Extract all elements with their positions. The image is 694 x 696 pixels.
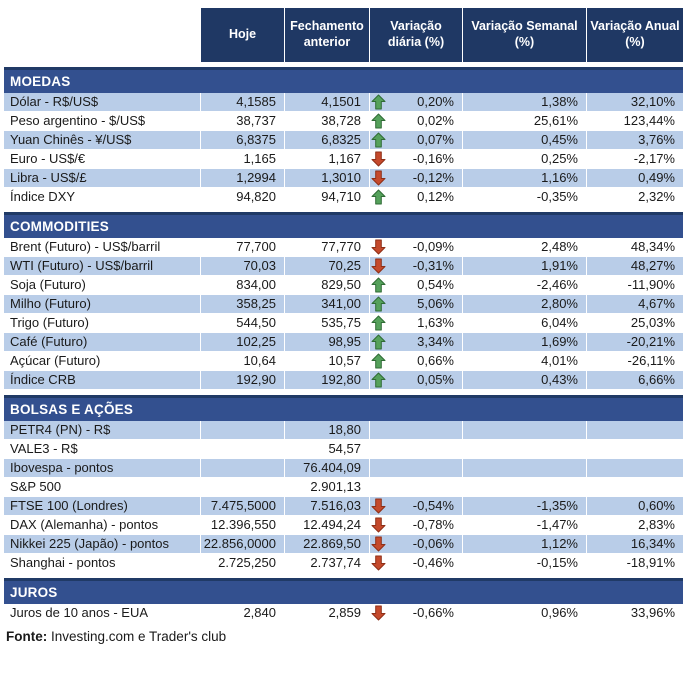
cell-variacao-semanal: 0,96%: [463, 604, 587, 623]
section-title: MOEDAS: [4, 67, 683, 93]
row-label: Açúcar (Futuro): [4, 352, 201, 371]
row-label: WTI (Futuro) - US$/barril: [4, 257, 201, 276]
cell-fechamento-anterior: 76.404,09: [285, 459, 370, 478]
cell-variacao-diaria: [370, 421, 463, 440]
cell-fechamento-anterior: 2,859: [285, 604, 370, 623]
cell-hoje: 834,00: [201, 276, 285, 295]
cell-hoje: [201, 478, 285, 497]
variacao-diaria-value: 0,20%: [417, 94, 454, 109]
cell-variacao-diaria: [370, 150, 463, 169]
cell-variacao-anual: 32,10%: [587, 93, 683, 112]
row-label: FTSE 100 (Londres): [4, 497, 201, 516]
cell-fechamento-anterior: 10,57: [285, 352, 370, 371]
column-header-0: Hoje: [201, 8, 285, 62]
column-header-2: Variação diária (%): [370, 8, 463, 62]
cell-fechamento-anterior: 4,1501: [285, 93, 370, 112]
cell-variacao-anual: -11,90%: [587, 276, 683, 295]
row-label: Dólar - R$/US$: [4, 93, 201, 112]
cell-fechamento-anterior: 70,25: [285, 257, 370, 276]
cell-fechamento-anterior: 18,80: [285, 421, 370, 440]
row-label: Juros de 10 anos - EUA: [4, 604, 201, 623]
cell-variacao-diaria: [370, 459, 463, 478]
cell-variacao-diaria: [370, 276, 463, 295]
cell-variacao-anual: -26,11%: [587, 352, 683, 371]
cell-variacao-semanal: [463, 478, 587, 497]
cell-variacao-anual: [587, 459, 683, 478]
cell-hoje: 22.856,0000: [201, 535, 285, 554]
cell-variacao-diaria: [370, 169, 463, 188]
cell-variacao-diaria: [370, 257, 463, 276]
table-row: [4, 497, 683, 516]
table-row: [4, 276, 683, 295]
variacao-diaria-value: -0,46%: [412, 555, 454, 570]
cell-variacao-anual: 33,96%: [587, 604, 683, 623]
cell-variacao-diaria: [370, 497, 463, 516]
table-sections: [4, 67, 683, 623]
cell-variacao-semanal: 1,91%: [463, 257, 587, 276]
cell-variacao-semanal: -2,46%: [463, 276, 587, 295]
cell-variacao-semanal: [463, 421, 587, 440]
section-moedas: [4, 67, 683, 207]
variacao-diaria-value: 1,63%: [417, 315, 454, 330]
cell-variacao-semanal: 0,43%: [463, 371, 587, 390]
row-label: Nikkei 225 (Japão) - pontos: [4, 535, 201, 554]
cell-fechamento-anterior: 12.494,24: [285, 516, 370, 535]
table-row: [4, 604, 683, 623]
cell-variacao-semanal: -1,47%: [463, 516, 587, 535]
cell-variacao-anual: -20,21%: [587, 333, 683, 352]
cell-hoje: 544,50: [201, 314, 285, 333]
cell-variacao-diaria: [370, 112, 463, 131]
cell-fechamento-anterior: 1,167: [285, 150, 370, 169]
section-juros: [4, 578, 683, 623]
down-arrow-icon: [371, 170, 386, 186]
table-row: [4, 93, 683, 112]
up-arrow-icon: [371, 94, 386, 110]
table-row: [4, 554, 683, 573]
cell-variacao-semanal: -0,15%: [463, 554, 587, 573]
row-label: S&P 500: [4, 478, 201, 497]
cell-variacao-semanal: [463, 440, 587, 459]
cell-variacao-diaria: [370, 188, 463, 207]
table-row: [4, 295, 683, 314]
down-arrow-icon: [371, 605, 386, 621]
up-arrow-icon: [371, 189, 386, 205]
up-arrow-icon: [371, 277, 386, 293]
cell-variacao-diaria: [370, 352, 463, 371]
cell-hoje: 192,90: [201, 371, 285, 390]
source-note: [4, 629, 683, 644]
cell-fechamento-anterior: 22.869,50: [285, 535, 370, 554]
table-row: [4, 516, 683, 535]
table-row: [4, 112, 683, 131]
down-arrow-icon: [371, 517, 386, 533]
variacao-diaria-value: 0,02%: [417, 113, 454, 128]
down-arrow-icon: [371, 555, 386, 571]
table-row: [4, 131, 683, 150]
table-header-row: [4, 8, 683, 62]
row-label: Milho (Futuro): [4, 295, 201, 314]
variacao-diaria-value: 0,54%: [417, 277, 454, 292]
variacao-diaria-value: -0,54%: [412, 498, 454, 513]
row-label: Peso argentino - $/US$: [4, 112, 201, 131]
variacao-diaria-value: 5,06%: [417, 296, 454, 311]
cell-fechamento-anterior: 192,80: [285, 371, 370, 390]
table-row: [4, 440, 683, 459]
cell-variacao-diaria: [370, 93, 463, 112]
cell-variacao-semanal: -0,35%: [463, 188, 587, 207]
row-label: Yuan Chinês - ¥/US$: [4, 131, 201, 150]
cell-variacao-diaria: [370, 554, 463, 573]
cell-hoje: [201, 421, 285, 440]
row-label: Trigo (Futuro): [4, 314, 201, 333]
table-row: [4, 150, 683, 169]
up-arrow-icon: [371, 296, 386, 312]
cell-variacao-anual: 0,60%: [587, 497, 683, 516]
cell-variacao-anual: 2,32%: [587, 188, 683, 207]
row-label: Índice CRB: [4, 371, 201, 390]
cell-variacao-semanal: 2,80%: [463, 295, 587, 314]
cell-variacao-diaria: [370, 131, 463, 150]
cell-variacao-semanal: 1,16%: [463, 169, 587, 188]
variacao-diaria-value: -0,66%: [412, 605, 454, 620]
cell-fechamento-anterior: 341,00: [285, 295, 370, 314]
cell-variacao-diaria: [370, 604, 463, 623]
cell-fechamento-anterior: 98,95: [285, 333, 370, 352]
cell-variacao-diaria: [370, 535, 463, 554]
cell-variacao-semanal: 2,48%: [463, 238, 587, 257]
cell-fechamento-anterior: 7.516,03: [285, 497, 370, 516]
section-bolsas-e-a-es: [4, 395, 683, 573]
cell-variacao-anual: 4,67%: [587, 295, 683, 314]
cell-variacao-anual: [587, 478, 683, 497]
up-arrow-icon: [371, 353, 386, 369]
cell-fechamento-anterior: 6,8325: [285, 131, 370, 150]
section-title: COMMODITIES: [4, 212, 683, 238]
cell-variacao-anual: 0,49%: [587, 169, 683, 188]
cell-hoje: 6,8375: [201, 131, 285, 150]
variacao-diaria-value: -0,06%: [412, 536, 454, 551]
table-row: [4, 478, 683, 497]
cell-variacao-anual: [587, 440, 683, 459]
table-row: [4, 188, 683, 207]
row-label: VALE3 - R$: [4, 440, 201, 459]
cell-variacao-diaria: [370, 371, 463, 390]
cell-hoje: 10,64: [201, 352, 285, 371]
cell-variacao-anual: -2,17%: [587, 150, 683, 169]
cell-variacao-semanal: [463, 459, 587, 478]
table-row: [4, 371, 683, 390]
row-label: Shanghai - pontos: [4, 554, 201, 573]
variacao-diaria-value: 0,66%: [417, 353, 454, 368]
variacao-diaria-value: 0,07%: [417, 132, 454, 147]
cell-variacao-anual: -18,91%: [587, 554, 683, 573]
cell-variacao-anual: 48,34%: [587, 238, 683, 257]
cell-fechamento-anterior: 38,728: [285, 112, 370, 131]
source-label: Fonte:: [6, 629, 48, 644]
variacao-diaria-value: -0,09%: [412, 239, 454, 254]
row-label: Libra - US$/£: [4, 169, 201, 188]
cell-hoje: 94,820: [201, 188, 285, 207]
table-row: [4, 238, 683, 257]
row-label: PETR4 (PN) - R$: [4, 421, 201, 440]
cell-hoje: 1,2994: [201, 169, 285, 188]
header-corner-spacer: [4, 8, 201, 62]
cell-variacao-diaria: [370, 333, 463, 352]
cell-fechamento-anterior: 829,50: [285, 276, 370, 295]
row-label: Café (Futuro): [4, 333, 201, 352]
cell-variacao-semanal: 25,61%: [463, 112, 587, 131]
source-text: Investing.com e Trader's club: [47, 629, 227, 644]
cell-variacao-semanal: 1,12%: [463, 535, 587, 554]
row-label: Ibovespa - pontos: [4, 459, 201, 478]
table-row: [4, 535, 683, 554]
cell-variacao-diaria: [370, 238, 463, 257]
row-label: Soja (Futuro): [4, 276, 201, 295]
cell-hoje: 1,165: [201, 150, 285, 169]
variacao-diaria-value: 0,12%: [417, 189, 454, 204]
cell-hoje: 102,25: [201, 333, 285, 352]
cell-variacao-anual: 3,76%: [587, 131, 683, 150]
financial-summary-table: [4, 8, 683, 644]
cell-fechamento-anterior: 2.901,13: [285, 478, 370, 497]
variacao-diaria-value: -0,12%: [412, 170, 454, 185]
cell-variacao-anual: 48,27%: [587, 257, 683, 276]
down-arrow-icon: [371, 239, 386, 255]
cell-variacao-anual: 2,83%: [587, 516, 683, 535]
table-row: [4, 257, 683, 276]
cell-hoje: 2.725,250: [201, 554, 285, 573]
cell-fechamento-anterior: 77,770: [285, 238, 370, 257]
cell-variacao-diaria: [370, 314, 463, 333]
variacao-diaria-value: 3,34%: [417, 334, 454, 349]
table-row: [4, 314, 683, 333]
column-header-3: Variação Semanal (%): [463, 8, 587, 62]
cell-hoje: 12.396,550: [201, 516, 285, 535]
cell-hoje: 77,700: [201, 238, 285, 257]
cell-variacao-semanal: 1,69%: [463, 333, 587, 352]
section-commodities: [4, 212, 683, 390]
down-arrow-icon: [371, 536, 386, 552]
cell-variacao-anual: 123,44%: [587, 112, 683, 131]
cell-variacao-anual: 6,66%: [587, 371, 683, 390]
table-row: [4, 333, 683, 352]
cell-hoje: 358,25: [201, 295, 285, 314]
cell-variacao-anual: [587, 421, 683, 440]
cell-hoje: 38,737: [201, 112, 285, 131]
row-label: DAX (Alemanha) - pontos: [4, 516, 201, 535]
cell-hoje: 70,03: [201, 257, 285, 276]
cell-variacao-diaria: [370, 516, 463, 535]
cell-hoje: [201, 459, 285, 478]
cell-variacao-semanal: 0,25%: [463, 150, 587, 169]
cell-variacao-semanal: 0,45%: [463, 131, 587, 150]
up-arrow-icon: [371, 372, 386, 388]
up-arrow-icon: [371, 334, 386, 350]
down-arrow-icon: [371, 151, 386, 167]
variacao-diaria-value: -0,31%: [412, 258, 454, 273]
table-row: [4, 421, 683, 440]
cell-variacao-semanal: 6,04%: [463, 314, 587, 333]
up-arrow-icon: [371, 315, 386, 331]
column-header-4: Variação Anual (%): [587, 8, 683, 62]
up-arrow-icon: [371, 113, 386, 129]
row-label: Brent (Futuro) - US$/barril: [4, 238, 201, 257]
section-title: JUROS: [4, 578, 683, 604]
cell-variacao-semanal: -1,35%: [463, 497, 587, 516]
cell-variacao-diaria: [370, 478, 463, 497]
row-label: Euro - US$/€: [4, 150, 201, 169]
cell-fechamento-anterior: 1,3010: [285, 169, 370, 188]
cell-fechamento-anterior: 54,57: [285, 440, 370, 459]
cell-hoje: [201, 440, 285, 459]
cell-fechamento-anterior: 94,710: [285, 188, 370, 207]
cell-fechamento-anterior: 535,75: [285, 314, 370, 333]
row-label: Índice DXY: [4, 188, 201, 207]
cell-variacao-semanal: 4,01%: [463, 352, 587, 371]
down-arrow-icon: [371, 498, 386, 514]
cell-variacao-anual: 25,03%: [587, 314, 683, 333]
cell-variacao-semanal: 1,38%: [463, 93, 587, 112]
variacao-diaria-value: 0,05%: [417, 372, 454, 387]
table-row: [4, 352, 683, 371]
cell-hoje: 4,1585: [201, 93, 285, 112]
cell-variacao-anual: 16,34%: [587, 535, 683, 554]
cell-variacao-diaria: [370, 295, 463, 314]
cell-fechamento-anterior: 2.737,74: [285, 554, 370, 573]
up-arrow-icon: [371, 132, 386, 148]
column-header-1: Fechamento anterior: [285, 8, 370, 62]
cell-hoje: 7.475,5000: [201, 497, 285, 516]
section-title: BOLSAS E AÇÕES: [4, 395, 683, 421]
table-row: [4, 169, 683, 188]
down-arrow-icon: [371, 258, 386, 274]
cell-hoje: 2,840: [201, 604, 285, 623]
cell-variacao-diaria: [370, 440, 463, 459]
table-row: [4, 459, 683, 478]
variacao-diaria-value: -0,16%: [412, 151, 454, 166]
variacao-diaria-value: -0,78%: [412, 517, 454, 532]
